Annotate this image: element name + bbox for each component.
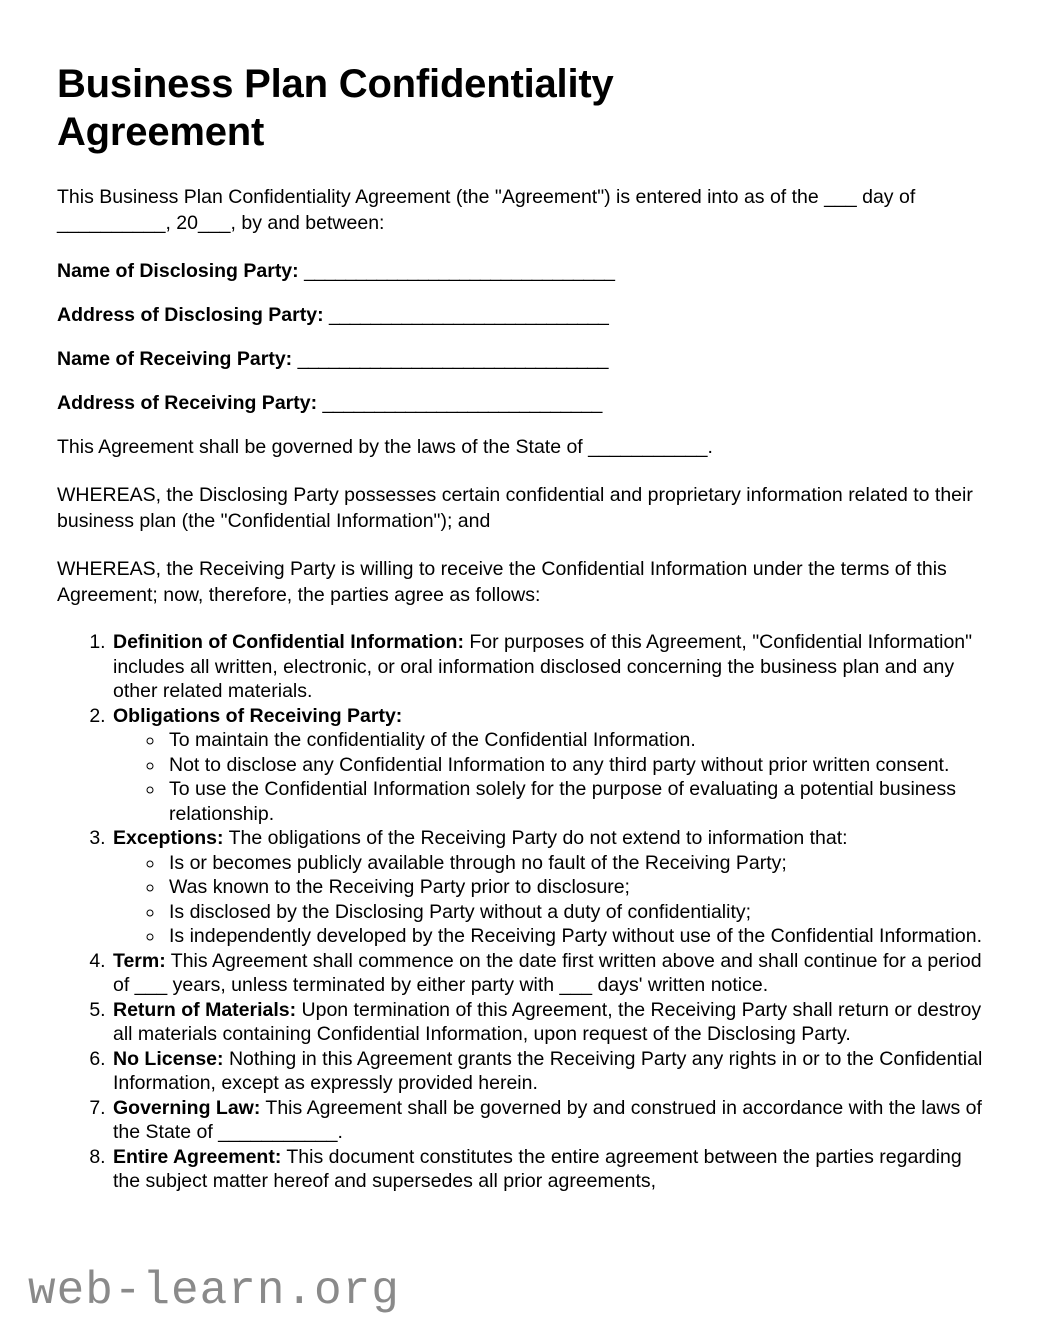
field-label: Address of Receiving Party: (57, 392, 318, 414)
clause-sub-item: ◦ Was known to the Receiving Party prior to disclosure; (165, 875, 983, 900)
clause-heading: Return of Materials: (113, 998, 297, 1021)
clause-item (111, 1096, 983, 1145)
clause-body: The obligations of the Receiving Party do not extend to information that: (223, 827, 848, 849)
clause-item (111, 704, 983, 827)
clause-sub-item: ◦ To use the Confidential Information solely for the purpose of evaluating a potential business relationship. (165, 777, 983, 826)
clause-list (57, 630, 983, 1194)
field-blank[interactable]: ______________________________ (297, 348, 608, 370)
field-name-receiving-party (57, 346, 983, 372)
field-blank[interactable]: ___________________________ (329, 304, 609, 326)
clause-sub-item: ◦ Is disclosed by the Disclosing Party without a duty of confidentiality; (165, 900, 983, 925)
clause-heading: Obligations of Receiving Party: (113, 704, 403, 727)
intro-paragraph: This Business Plan Confidentiality Agreement (the "Agreement") is entered into as of the ___ day of __________, 20___, by and between: (57, 186, 916, 234)
clause-heading: Term: (113, 949, 166, 972)
clause-heading: No License: (113, 1047, 224, 1070)
whereas-paragraph-2: WHEREAS, the Receiving Party is willing to receive the Confidential Information under the terms of this Agreement; now, therefore, the parties agree as follows: (57, 558, 947, 606)
clause-item (111, 1145, 983, 1194)
field-label: Address of Disclosing Party: (57, 304, 324, 326)
clause-heading: Exceptions: (113, 827, 224, 849)
clause-body: This Agreement shall commence on the date first written above and shall continue for a period of ___ years, unless terminated by either party with ___ days' written notice. (113, 949, 982, 996)
page-title: Business Plan Confidentiality Agreement (57, 62, 614, 154)
clause-text (113, 1097, 982, 1144)
whereas-paragraph-1: WHEREAS, the Disclosing Party possesses certain confidential and proprietary information related to their business plan (the "Confidential Information"); and (57, 484, 973, 532)
field-name-disclosing-party (57, 258, 983, 284)
field-blank[interactable]: ___________________________ (322, 392, 602, 414)
clause-heading: Entire Agreement: (113, 1145, 282, 1168)
watermark-web-learn: web-learn.org (28, 1265, 400, 1317)
clause-text (113, 1146, 962, 1193)
clause-item (111, 1047, 983, 1096)
clause-body: Nothing in this Agreement grants the Receiving Party any rights in or to the Confidential Information, except as expressly provided herein. (113, 1047, 983, 1094)
clause-sub-item: ◦ To maintain the confidentiality of the Confidential Information. (165, 728, 983, 753)
clause-heading: Definition of Confidential Information: (113, 631, 464, 653)
clause-item (111, 949, 983, 998)
clause-item (111, 998, 983, 1047)
clause-text (113, 999, 981, 1046)
field-label: Name of Disclosing Party: (57, 260, 299, 282)
clause-text (113, 827, 848, 849)
party-fields (57, 258, 983, 416)
clause-body: Upon termination of this Agreement, the Receiving Party shall return or destroy all materials containing Confidential Information, upon request of the Disclosing Party. (113, 998, 982, 1045)
governing-state-line: This Agreement shall be governed by the laws of the State of ___________. (57, 436, 713, 458)
clause-sub-item: ◦ Not to disclose any Confidential Information to any third party without prior written consent. (165, 753, 983, 778)
clause-text (113, 1048, 982, 1095)
clause-item (111, 826, 983, 949)
clause-text (113, 705, 402, 727)
clause-body: For purposes of this Agreement, "Confidential Information" includes all written, electronic, or oral information disclosed concerning the business plan and any other related materials. (113, 631, 973, 702)
clause-sub-list (113, 851, 983, 949)
clause-text (113, 950, 982, 997)
document-content (57, 60, 983, 1194)
clause-text (113, 631, 972, 702)
clause-sub-list (113, 728, 983, 826)
clause-sub-item: ◦ Is or becomes publicly available through no fault of the Receiving Party; (165, 851, 983, 876)
clause-body: This document constitutes the entire agreement between the parties regarding the subject matter hereof and supersedes all prior agreements, (113, 1145, 962, 1192)
clause-sub-item: ◦ Is independently developed by the Receiving Party without use of the Confidential Information. (165, 924, 983, 949)
clause-item (111, 630, 983, 704)
clause-body: This Agreement shall be governed by and construed in accordance with the laws of the State of ___________. (113, 1096, 982, 1143)
clause-heading: Governing Law: (113, 1096, 261, 1119)
field-blank[interactable]: ______________________________ (304, 260, 615, 282)
field-label: Name of Receiving Party: (57, 348, 293, 370)
field-address-receiving-party (57, 390, 983, 416)
field-address-disclosing-party (57, 302, 983, 328)
